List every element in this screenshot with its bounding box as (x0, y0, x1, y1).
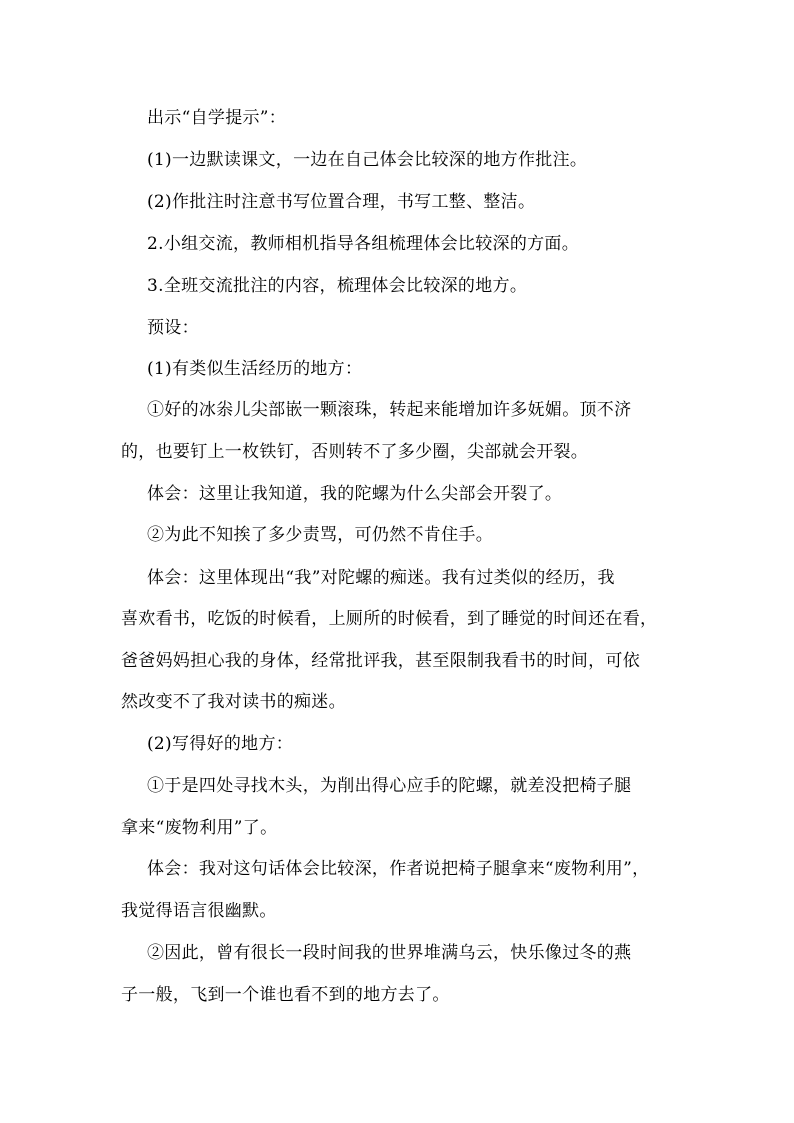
text-line: 我觉得语言很幽默。 (121, 901, 277, 921)
text-line: 出示“自学提示”： (147, 108, 287, 128)
text-line: 爸爸妈妈担心我的身体，经常批评我，甚至限制我看书的时间，可依 (121, 651, 640, 671)
text-line: 的，也要钉上一枚铁钉，否则转不了多少圈，尖部就会开裂。 (121, 442, 589, 462)
text-line: 子一般，飞到一个谁也看不到的地方去了。 (121, 985, 450, 1005)
text-line: 拿来“废物利用”了。 (121, 818, 278, 838)
text-line: ①于是四处寻找木头，为削出得心应手的陀螺，就差没把椅子腿 (147, 776, 632, 796)
text-line: (2)作批注时注意书写位置合理，书写工整、整洁。 (147, 192, 536, 212)
text-line: (1)有类似生活经历的地方： (147, 359, 363, 379)
text-line: ①好的冰尜儿尖部嵌一颗滚珠，转起来能增加许多妩媚。顶不济 (147, 400, 632, 420)
text-line: 喜欢看书，吃饭的时候看，上厕所的时候看，到了睡觉的时间还在看， (121, 609, 658, 629)
text-line: 体会：这里让我知道，我的陀螺为什么尖部会开裂了。 (147, 484, 563, 504)
text-line: 2.小组交流，教师相机指导各组梳理体会比较深的方面。 (147, 234, 580, 254)
text-line: ②因此，曾有很长一段时间我的世界堆满乌云，快乐像过冬的燕 (147, 943, 632, 963)
text-line: 体会：我对这句话体会比较深，作者说把椅子腿拿来“废物利用”， (147, 859, 650, 879)
text-line: 体会：这里体现出“我”对陀螺的痴迷。我有过类似的经历，我 (147, 568, 615, 588)
text-line: 预设： (147, 318, 199, 338)
text-line: 3.全班交流批注的内容，梳理体会比较深的地方。 (147, 276, 528, 296)
text-line: 然改变不了我对读书的痴迷。 (121, 692, 346, 712)
text-line: (1)一边默读课文，一边在自己体会比较深的地方作批注。 (147, 150, 588, 170)
text-line: ②为此不知挨了多少责骂，可仍然不肯住手。 (147, 525, 493, 545)
text-line: (2)写得好的地方： (147, 734, 294, 754)
